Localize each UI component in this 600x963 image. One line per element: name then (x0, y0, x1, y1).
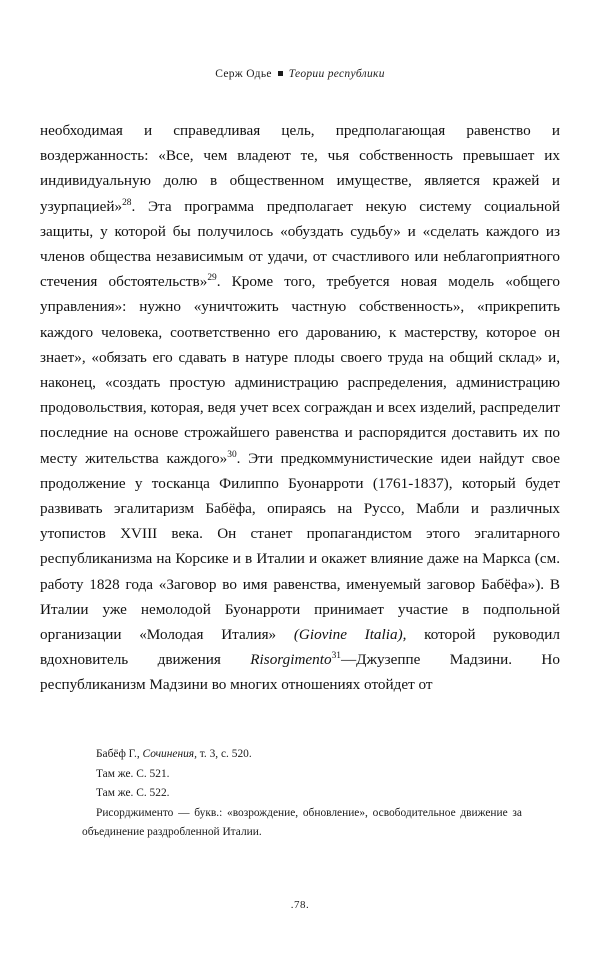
footnote-ref-29: 29 (207, 273, 217, 284)
footnote-ref-30: 30 (227, 449, 237, 460)
running-head-author: Серж Одье (215, 68, 272, 80)
footnote-text-before: Рисорджименто — букв.: «возрождение, обновление», освободительное движение за объединение раздробленной Италии. (82, 806, 522, 838)
body-text (40, 118, 560, 698)
paragraph-segment-4: . Эти предкоммунистические идеи найдут свое продолжение у тосканца Филиппо Буонарроти (1761-1837), который будет развивать эгалитаризм Бабёфа, опираясь на Руссо, Мабли и различных утопистов XVIII века. Он станет пропагандистом этого эгалитарного республиканизма на Корсике и в Италии и окажет влияние даже на Маркса (см. работу 1828 года «Заговор во имя равенства, именуемый заговор Бабёфа»). В Италии уже немолодой Буонарроти принимает участие в подпольной организации «Молодая Италия» (40, 449, 560, 644)
footnote-text-after: т. 3, с. 520. (196, 748, 252, 760)
footnote-text-italic: Сочинения, (142, 748, 197, 760)
page-number: .78. (290, 899, 310, 911)
running-head-title: Теории республики (288, 68, 385, 80)
footnote-ref-28: 28 (122, 197, 132, 208)
paragraph-segment-6: —Джузеппе Мадзини. Но республиканизм Мадзини во многих отношениях отойдет от (40, 651, 560, 694)
footnote-text-before: Там же. С. 521. (96, 767, 170, 780)
paragraph-main (40, 118, 560, 698)
paragraph-segment-1: необходимая и справедливая цель, предполагающая равенство и воздержанность: «Все, чем владеют те, чья собственность превышает их индивидуальную долю в общественном имуществе, является кражей и узурпацией» (40, 122, 560, 215)
footnote-text-before: Бабёф Г., (96, 748, 143, 760)
paragraph-segment-2: . Эта программа предполагает некую систему социальной защиты, у которой бы получилось «обуздать судьбу» и «сделать каждого из членов общества независимым от удачи, от счастливого или неблагоприятного стечения обстоятельств» (40, 197, 560, 291)
footnotes-block (82, 745, 522, 843)
footnote-item (82, 765, 522, 785)
footnote-item (82, 784, 522, 804)
risorgimento-italic: Risorgimento (250, 651, 332, 669)
footnote-item (82, 745, 522, 765)
square-bullet-icon (278, 71, 283, 76)
running-head (0, 68, 600, 80)
footnote-item (82, 804, 522, 843)
giovine-italia-italic: (Giovine Italia), (293, 626, 407, 644)
paragraph-segment-5: которой руководил вдохновитель движения (40, 626, 560, 669)
paragraph-segment-3: . Кроме того, требуется новая модель «общего управления»: нужно «уничтожить частную собственность», «прикрепить каждого человека, соответственно его дарованию, к мастерству, которое он знает», «обязать его сдавать в натуре плоды своего труда на общий склад» и, наконец, «создать простую администрацию распределения, администрацию продовольствия, которая, ведя учет всех сограждан и всех изделий, распределит последние на основе строжайшего равенства и распорядится доставить их по месту жительства каждого» (40, 273, 560, 467)
footnote-text-before: Там же. С. 522. (96, 787, 170, 799)
footnote-ref-31: 31 (331, 651, 341, 662)
